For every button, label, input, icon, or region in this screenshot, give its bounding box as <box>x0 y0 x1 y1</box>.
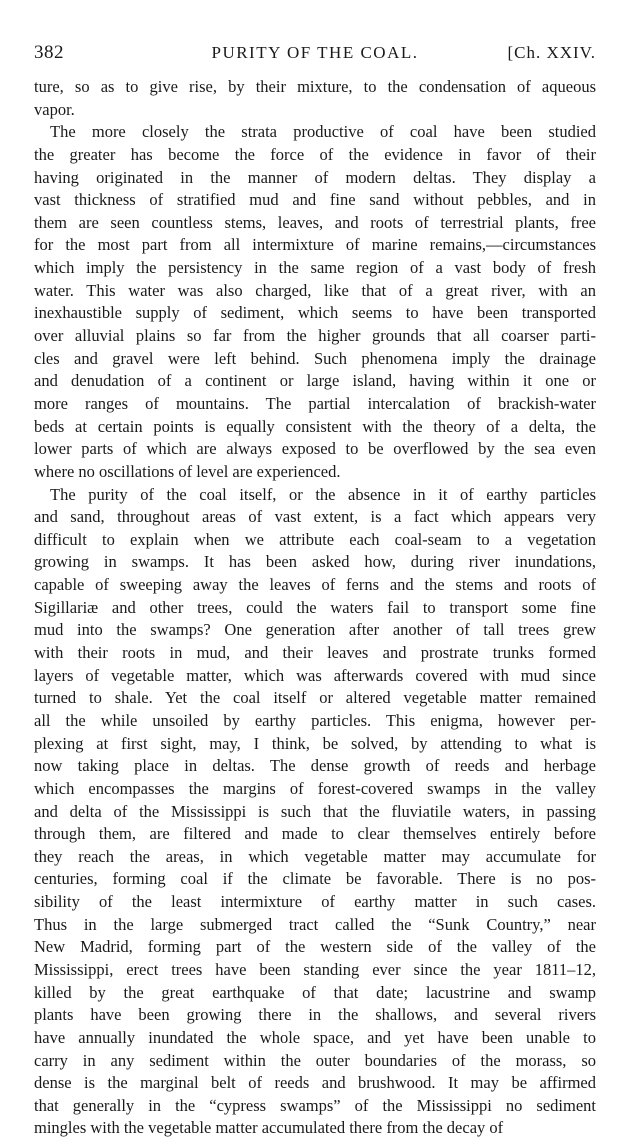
text-line: dense is the marginal belt of reeds and brushwood. It may be affirmed <box>34 1073 596 1093</box>
text-line: now taking place in deltas. The dense growth of reeds and herbage <box>34 756 596 776</box>
text-line: turned to shale. Yet the coal itself or altered vegetable matter remained <box>34 688 596 708</box>
text-line: they reach the areas, in which vegetable matter may accumulate for <box>34 846 596 866</box>
text-line: difficult to explain when we attribute each coal-seam to a vegetation <box>34 529 596 549</box>
text-line: that generally in the “cypress swamps” of the Mississippi no sediment <box>34 1095 596 1115</box>
text-line: Mississippi, erect trees have been standing ever since the year 1811–12, <box>34 959 596 979</box>
text-line: killed by the great earthquake of that date; lacustrine and swamp <box>34 982 596 1002</box>
running-header <box>34 42 596 68</box>
text-line: carry in any sediment within the outer boundaries of the morass, so <box>34 1050 596 1070</box>
text-line: capable of sweeping away the leaves of ferns and the stems and roots of <box>34 575 596 595</box>
body-text <box>34 76 596 1140</box>
text-line: them are seen countless stems, leaves, and roots of terrestrial plants, free <box>34 212 596 232</box>
text-line: with their roots in mud, and their leaves and prostrate trunks formed <box>34 643 596 663</box>
text-line: sibility of the least intermixture of earthy matter in such cases. <box>34 892 596 912</box>
text-line: through them, are filtered and made to clear themselves entirely before <box>34 824 596 844</box>
text-line: mud into the swamps? One generation after another of tall trees grew <box>34 620 596 640</box>
text-line: vapor. <box>34 99 75 119</box>
text-line: the greater has become the force of the evidence in favor of their <box>34 144 596 164</box>
text-line: where no oscillations of level are experienced. <box>34 461 341 481</box>
text-line: water. This water was also charged, like that of a great river, with an <box>34 280 596 300</box>
text-line: beds at certain points is equally consistent with the theory of a delta, the <box>34 416 596 436</box>
text-line: vast thickness of stratified mud and fine sand without pebbles, and in <box>34 190 596 210</box>
text-line: have annually inundated the whole space, and yet have been unable to <box>34 1027 596 1047</box>
text-line: and sand, throughout areas of vast extent, is a fact which appears very <box>34 507 596 527</box>
text-line: inexhaustible supply of sediment, which seems to have been transported <box>34 303 596 323</box>
text-line: all the while unsoiled by earthy particles. This enigma, however per- <box>34 710 596 730</box>
page-number: 382 <box>34 42 64 63</box>
text-line: The more closely the strata productive of coal have been studied <box>50 122 596 142</box>
text-line: and denudation of a continent or large island, having within it one or <box>34 371 596 391</box>
text-line: mingles with the vegetable matter accumulated there from the decay of <box>34 1118 504 1138</box>
text-line: over alluvial plains so far from the higher grounds that all coarser parti- <box>34 326 596 346</box>
text-line: Sigillariæ and other trees, could the waters fail to transport some fine <box>34 597 596 617</box>
text-line: which imply the persistency in the same region of a vast body of fresh <box>34 258 596 278</box>
text-line: The purity of the coal itself, or the absence in it of earthy particles <box>50 484 596 504</box>
text-line: growing in swamps. It has been asked how, during river inundations, <box>34 552 596 572</box>
text-line: cles and gravel were left behind. Such phenomena imply the drainage <box>34 348 596 368</box>
paragraph <box>34 76 596 121</box>
text-line: New Madrid, forming part of the western side of the valley of the <box>34 937 596 957</box>
text-line: and delta of the Mississippi is such that the fluviatile waters, in passing <box>34 801 596 821</box>
running-title: PURITY OF THE COAL. <box>211 43 419 62</box>
paragraph <box>34 484 596 1140</box>
text-line: ture, so as to give rise, by their mixture, to the condensation of aqueous <box>34 77 596 96</box>
text-line: having originated in the manner of modern deltas. They display a <box>34 167 596 187</box>
text-line: for the most part from all intermixture of marine remains,—circumstances <box>34 235 596 255</box>
text-line: centuries, forming coal if the climate be favorable. There is no pos- <box>34 869 596 889</box>
text-line: lower parts of which are always exposed to be overflowed by the sea even <box>34 439 596 459</box>
text-line: plexing at first sight, may, I think, be solved, by attending to what is <box>34 733 596 753</box>
text-line: more ranges of mountains. The partial intercalation of brackish-water <box>34 393 596 413</box>
text-line: plants have been growing there in the shallows, and several rivers <box>34 1005 596 1025</box>
paragraph <box>34 121 596 483</box>
text-line: layers of vegetable matter, which was afterwards covered with mud since <box>34 665 596 685</box>
text-line: Thus in the large submerged tract called the “Sunk Country,” near <box>34 914 596 934</box>
text-line: which encompasses the margins of forest-covered swamps in the valley <box>34 778 596 798</box>
chapter-reference: [Ch. XXIV. <box>507 43 596 62</box>
